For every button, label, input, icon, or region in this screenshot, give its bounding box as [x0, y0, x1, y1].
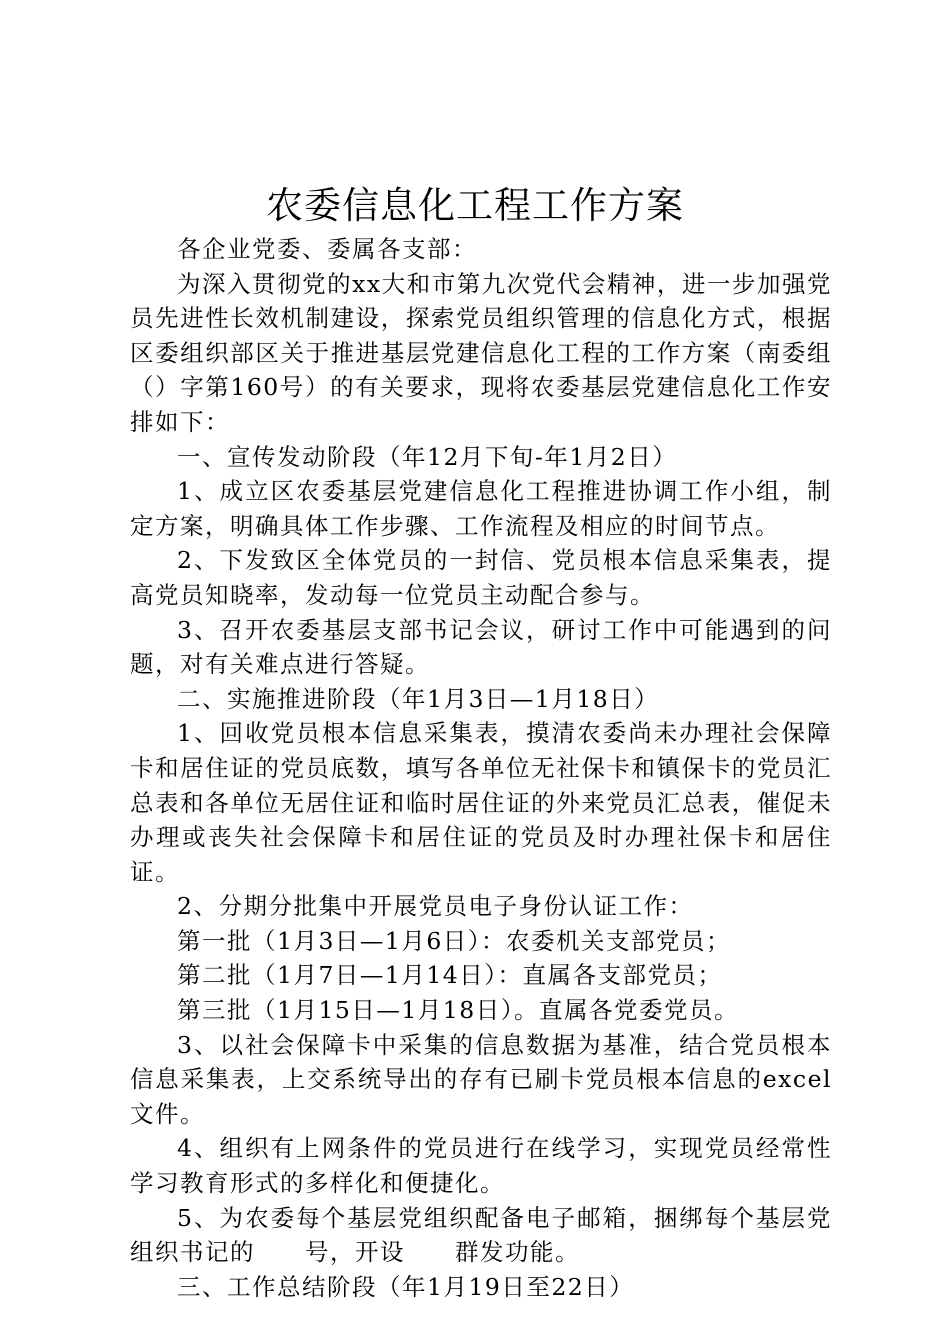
batch-2: 第二批（1月7日—1月14日）：直属各支部党员； [177, 961, 723, 990]
batch-1: 第一批（1月3日—1月6日）：农委机关支部党员； [177, 926, 732, 955]
document-body [130, 232, 832, 1304]
section-2-item-5: 5、为农委每个基层党组织配备电子邮箱，捆绑每个基层党组织书记的 号，开设 群发功能。 [130, 1203, 832, 1267]
section-heading-3: 三、工作总结阶段（年1月19日至22日） [177, 1272, 635, 1301]
section-2-item-4: 4、组织有上网条件的党员进行在线学习，实现党员经常性学习教育形式的多样化和便捷化。 [130, 1134, 832, 1198]
intro-paragraph: 为深入贯彻党的xx大和市第九次党代会精神，进一步加强党员先进性长效机制建设，探索党员组织管理的信息化方式，根据区委组织部区关于推进基层党建信息化工程的工作方案（南委组（）字第160号）的有关要求，现将农委基层党建信息化工作安排如下： [130, 269, 832, 436]
section-1-item-1: 1、成立区农委基层党建信息化工程推进协调工作小组，制定方案，明确具体工作步骤、工作流程及相应的时间节点。 [130, 477, 832, 540]
section-heading-1: 一、宣传发动阶段（年12月下旬-年1月2日） [177, 442, 678, 471]
section-1-item-3: 3、召开农委基层支部书记会议，研讨工作中可能遇到的问题，对有关难点进行答疑。 [130, 615, 832, 679]
section-2-item-3: 3、以社会保障卡中采集的信息数据为基准，结合党员根本信息采集表，上交系统导出的存有已刷卡党员根本信息的excel文件。 [130, 1030, 832, 1128]
batch-3: 第三批（1月15日—1月18日）。直属各党委党员。 [177, 996, 739, 1025]
salutation: 各企业党委、委属各支部： [177, 235, 477, 263]
section-2-item-2: 2、分期分批集中开展党员电子身份认证工作： [177, 892, 694, 921]
section-heading-2: 二、实施推进阶段（年1月3日—1月18日） [177, 684, 660, 713]
section-1-item-2: 2、下发致区全体党员的一封信、党员根本信息采集表，提高党员知晓率，发动每一位党员主动配合参与。 [130, 546, 832, 609]
document-title: 农委信息化工程工作方案 [266, 184, 684, 227]
section-2-item-1: 1、回收党员根本信息采集表，摸清农委尚未办理社会保障卡和居住证的党员底数，填写各单位无社保卡和镇保卡的党员汇总表和各单位无居住证和临时居住证的外来党员汇总表，催促未办理或丧失社会保障卡和居住证的党员及时办理社保卡和居住证。 [130, 719, 832, 886]
